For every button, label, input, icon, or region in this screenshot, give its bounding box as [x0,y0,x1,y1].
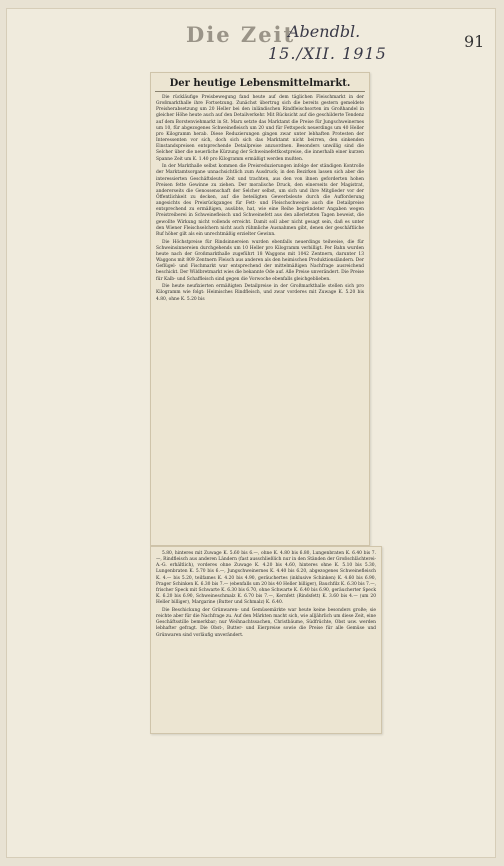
article-body-part-2 [156,551,376,639]
clipping-part-1 [150,72,370,546]
article-paragraph: Die Höchstpreise für Rindsinnereien wurden ebenfalls neuerdings teilweise, die für Schweinsinnereien durchgehends um 10 Heller pro Kilogramm verbilligt. Per Bahn wurden heute nach der Großmarkthalle zugeführt 18 Waggons mit 1042 Zentnern, darunter 13 Waggons mit 809 Zentnern Fleisch aus anderen als den heimischen Produktionsländern. Der Geflügel- und Fischmarkt war entsprechend der mittelmäßigen Nachfrage ausreichend beschickt. Der Wildbretmarkt wies die bekannte Ode auf. Alle Preise unverändert. Die Preise für Kalb- und Schaffleisch sind gegen die Vorwoche ebenfalls gleichgeblieben. [156,239,364,282]
clipping-part-2 [150,546,382,734]
newspaper-masthead: Die Zeit [186,22,296,47]
article-paragraph: Die Beschickung der Grünwaren- und Gemüsemärkte war heute keine besonders große; sie reichte aber für die Nachfrage zu. Auf den Märkten macht sich, wie alljährlich um diese Zeit, eine Geschäftsstille bemerkbar; nur Weihnachtssachen, Christbäume, Südfrüchte, Obst usw. werden lebhafter gefragt. Die Obst-, Butter- und Eierpreise sowie die Preise für alle Gemüse und Grünwaren sind vorläufig unverändert. [156,607,376,638]
article-paragraph: Die heute neufixierten ermäßigten Detailpreise in der Großmarkthalle stellen sich pro Kilogramm wie folgt: Heimisches Rindfleisch, und zwar vorderes mit Zuwage K. 5.20 bis 4.80, ohne K. 5.20 bis [156,284,364,302]
article-paragraph: Die rückläufige Preisbewegung fand heute auf dem täglichen Fleischmarkt in der Großmarkthalle ihre Fortsetzung. Zunächst übertrug sich die bereits gestern gemeldete Preisherabsetzung um 20 Heller bei den inländischen Rindfleischsorten im Großhandel in gleicher Höhe heute auch auf den Detailverkehr. Mit Rücksicht auf die geschilderte Tendenz auf dem Borstenviehmarkt in St. Marx setzte das Marktamt die Preise für Jungschweinernes um 10, für abgezogenes Schweinefleisch um 20 und für Fettspeck neuerdings um 40 Heller pro Kilogramm herab. Diese Reduzierungen gingen zwar unter lebhaften Protesten der Interessenten vor sich, doch sich sich das Marktamt nicht beirren, den sinkenden Einstandspreisen entsprechende Detailpreise anzuordnen. Besonders unwillig sind die Selcher über die neuerliche Kürzung der Schweinefettkostpreise, die innerhalb einer kurzen Spanne Zeit um K. 1.40 pro Kilogramm ermäßigt werden mußten. [156,95,364,162]
handwritten-source-note: Abendbl. [288,22,361,41]
archive-page [6,8,496,858]
handwritten-date-note: 15./XII. 1915 [268,44,387,63]
article-body-part-1 [156,95,364,303]
article-paragraph: In der Markthalle selbst kommen die Preisreduzierungen infolge der ständigen Kontrolle der Marktamtsorgane unnachsichtlich zum Ausdruck; in den Bezirken lassen sich aber die interessierten Geschäftsleute Zeit und trachten, aus den von ihnen geforderten hohen Preisen fette Gewinne zu ziehen. Der moralische Druck, den einerseits der Magistrat, andererseits die Genossenschaft der Selcher selbst, um sich und ihre Mitglieder vor der Öffentlichkeit zu decken, auf die beteiligten Gewerbsleute durch die Aufforderung angesichts des Preisrückganges für Fett- und Fleischschweine auch die Detailpreise entsprechend zu ermäßigen, ausübte, hat, wie eine Reihe begründeter Angaben wegen Preistreiberei in Schweinefleisch und Schweinefett aus den allerletzten Tagen beweist, die gewollte Wirkung nicht vollends erreicht. Damit soll aber nicht gesagt sein, daß es unter den Wiener Fleischselchern nicht auch rühmliche Ausnahmen gibt, denen der geschäftliche Ruf höher gilt als ein unrechtmäßig erzielter Gewinn. [156,164,364,237]
archive-page-number: 91 [464,32,485,51]
article-headline: Der heutige Lebensmittelmarkt. [155,78,365,92]
article-paragraph: 5.80, hinteres mit Zuwage K. 5.60 bis 6.—, ohne K. 4.80 bis 6.80, Lungenbraten K. 6.40 bis 7.—, Rindfleisch aus anderen Ländern (fast ausschließlich nur in den Ständen der Großschlächterei-A.-G. erhältlich), vorderes ohne Zuwage K. 4.20 bis 4.60, hinteres ohne K. 5.10 bis 5.30, Lungenbraten K. 5.70 bis 6.—, Jungschweinernes K. 4.40 bis 6.20, abgezogenes Schweinefleisch K. 4.— bis 5.20, teilfames K. 4.20 bis 4.90, geräuchertes (inklusive Schinken) K. 4.60 bis 6.90, Prager Schinken K. 6.30 bis 7.— (ebenfalls um 20 bis 40 Heller billiger), Bauchfilz K. 6.30 bis 7.—, frischer Speck mit Schwarte K. 6.30 bis 6.70, ohne Schwarte K. 6.40 bis 6.90, geräucherter Speck K. 6.20 bis 6.90, Schweineschmalz K. 6.70 bis 7.—, Kernfett (Rindsfett) K. 3.60 bis 4.— (um 20 Heller billiger), Margarine (Butter und Schmalz) K. 6.40. [156,551,376,606]
